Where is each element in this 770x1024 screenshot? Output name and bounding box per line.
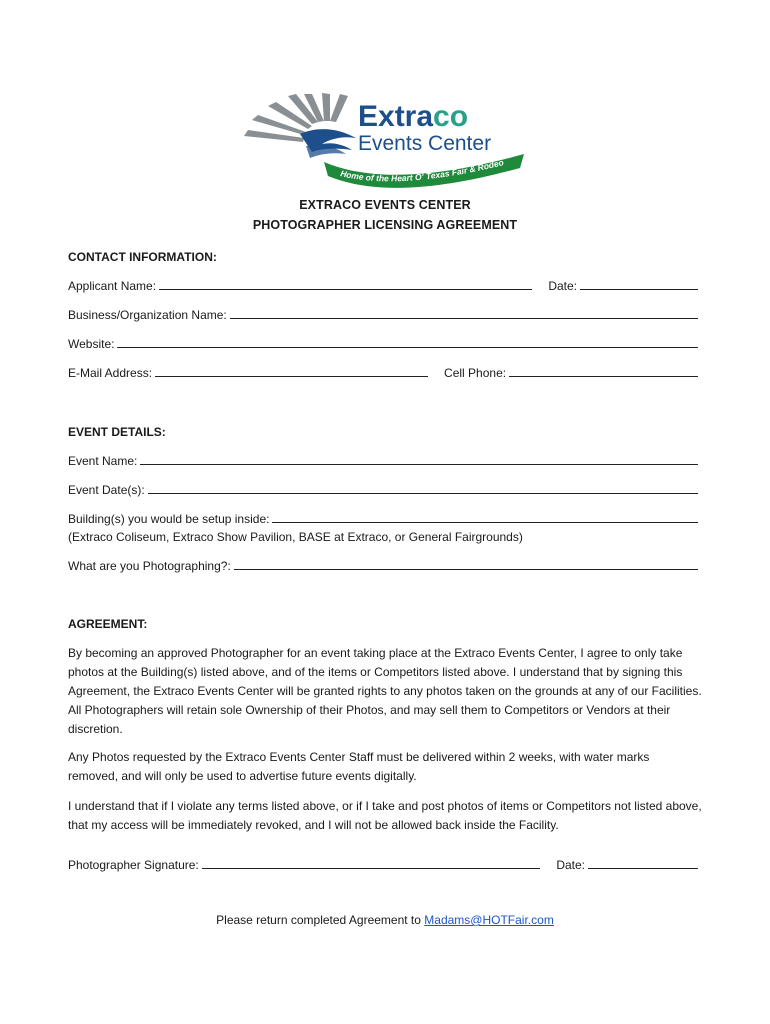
event-dates-label: Event Date(s): (68, 483, 145, 497)
cell-phone-field[interactable] (509, 367, 698, 377)
event-heading: EVENT DETAILS: (68, 425, 166, 439)
cell-label: Cell Phone: (444, 366, 507, 380)
building-row (68, 512, 702, 526)
signature-row (68, 858, 702, 872)
building-label: Building(s) you would be setup inside: (68, 512, 270, 526)
signature-label: Photographer Signature: (68, 858, 199, 872)
contact-heading: CONTACT INFORMATION: (68, 250, 217, 264)
applicant-row (68, 279, 702, 293)
business-name-field[interactable] (230, 309, 698, 319)
document-title: EXTRACO EVENTS CENTER (299, 198, 471, 212)
brand-text-part2: co (433, 100, 469, 133)
subject-row (68, 559, 702, 573)
event-name-label: Event Name: (68, 454, 138, 468)
email-row (68, 366, 702, 380)
logo-graphic (240, 88, 540, 188)
date-field[interactable] (580, 280, 698, 290)
signature-date-label: Date: (556, 858, 585, 872)
email-field[interactable] (155, 367, 428, 377)
building-field[interactable] (272, 513, 698, 523)
agreement-paragraph-2: Any Photos requested by the Extraco Events Center Staff must be delivered within 2 weeks, with water marks removed, and will only be used to advertise future events digitally. (68, 750, 650, 783)
document-subtitle: PHOTOGRAPHER LICENSING AGREEMENT (252, 218, 518, 232)
brand-text-part1: Extra (358, 100, 434, 133)
applicant-label: Applicant Name: (68, 279, 157, 293)
signature-field[interactable] (202, 859, 541, 869)
event-name-row (68, 454, 702, 468)
subject-field[interactable] (234, 560, 698, 570)
brand-subtitle: Events Center (358, 132, 492, 155)
banner-text: Home of the Heart O' Texas Fair & Rodeo (339, 157, 505, 184)
footer-text: Please return completed Agreement to (216, 913, 425, 927)
agreement-heading: AGREEMENT: (68, 617, 148, 631)
email-label: E-Mail Address: (68, 366, 153, 380)
business-row (68, 308, 702, 322)
business-label: Business/Organization Name: (68, 308, 227, 322)
building-note: (Extraco Coliseum, Extraco Show Pavilion, BASE at Extraco, or General Fairgrounds) (68, 530, 523, 544)
footer (0, 913, 770, 927)
website-field[interactable] (117, 338, 698, 348)
website-label: Website: (68, 337, 115, 351)
svg-text:Extraco (358, 100, 468, 133)
contact-email-link[interactable]: Madams@HOTFair.com (424, 913, 554, 927)
applicant-name-field[interactable] (159, 280, 532, 290)
subject-label: What are you Photographing?: (68, 559, 231, 573)
extraco-logo (240, 88, 540, 188)
website-row (68, 337, 702, 351)
event-dates-field[interactable] (148, 484, 698, 494)
svg-text:Home of the Heart O' Texas Fai (340, 157, 505, 183)
agreement-paragraph-3: I understand that if I violate any terms listed above, or if I take and post photos of items or Competitors not listed above, that my access will be immediately revoked, and I will not be allowed back inside the Facility. (68, 799, 702, 832)
agreement-paragraph-1: By becoming an approved Photographer for an event taking place at the Extraco Events Center, I agree to only take photos at the Building(s) listed above, and of the items or Competitors listed above. I understand that by signing this Agreement, the Extraco Events Center will be granted rights to any photos taken on the grounds at any of our Facilities. All Photographers will retain sole Ownership of their Photos, and may sell them to Competitors or Vendors at their discretion. (68, 646, 702, 736)
event-dates-row (68, 483, 702, 497)
event-name-field[interactable] (140, 455, 698, 465)
date-label: Date: (548, 279, 577, 293)
signature-date-field[interactable] (588, 859, 698, 869)
